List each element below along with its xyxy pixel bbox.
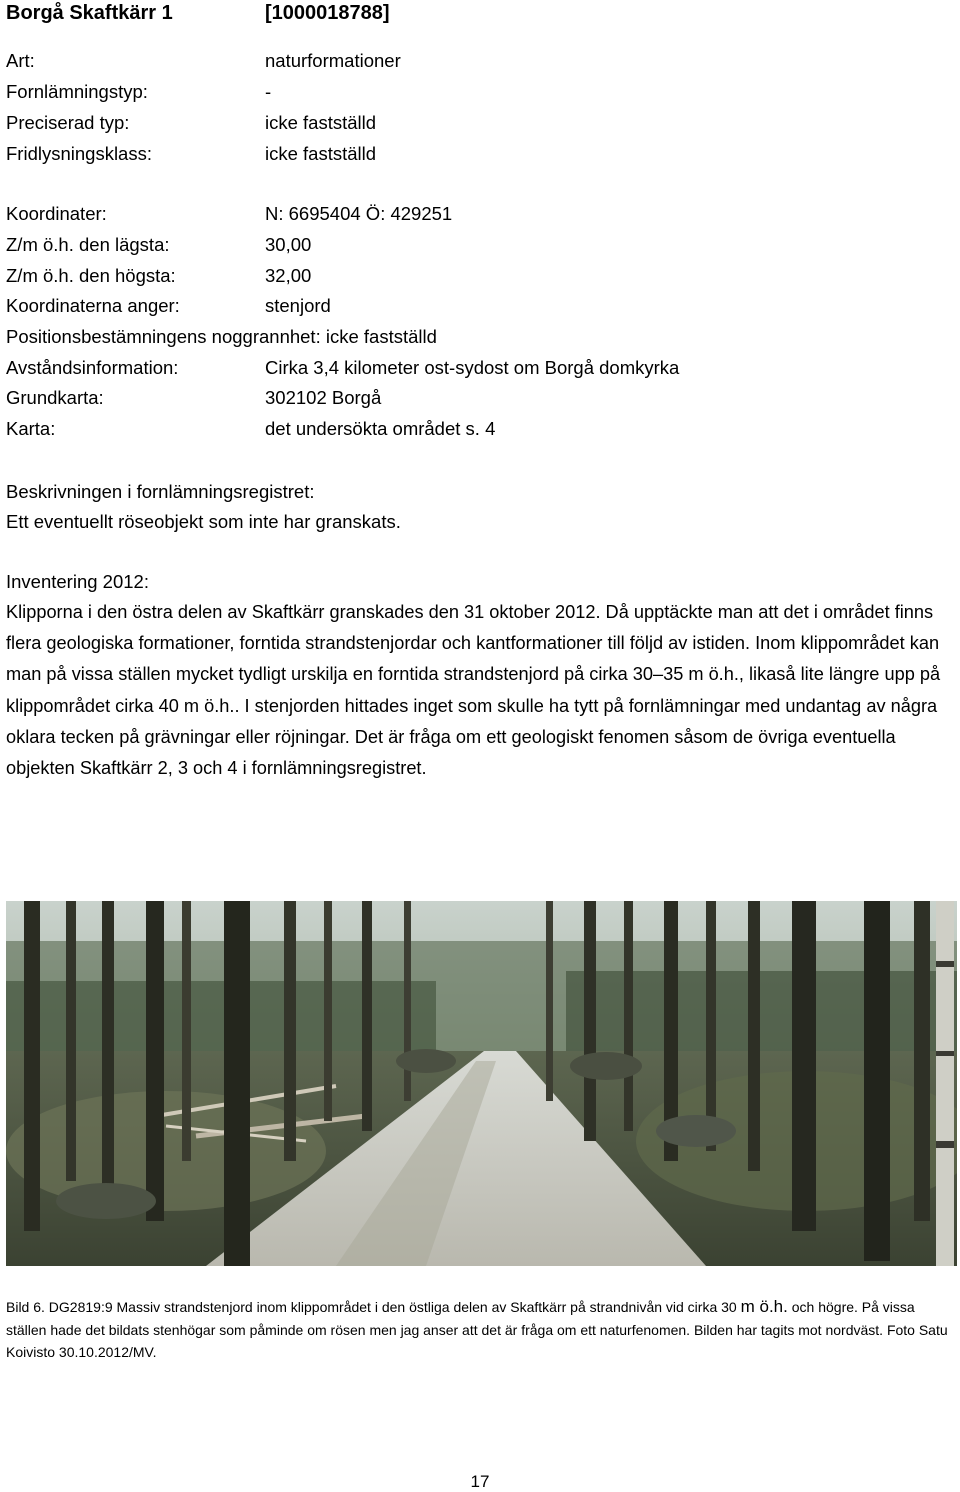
field-value: det undersökta området s. 4 xyxy=(265,418,496,439)
field-value: stenjord xyxy=(265,295,331,316)
field-value: N: 6695404 Ö: 429251 xyxy=(265,203,453,224)
field-label: Art: xyxy=(6,50,35,71)
field-label: Grundkarta: xyxy=(6,387,104,408)
inventory-text: Klipporna i den östra delen av Skaftkärr granskades den 31 oktober 2012. Då upptäckte man att det i området finns flera geologiska formationer, forntida strandstenjordar och kantformationer till följd av istiden. Inom klippområdet kan man på vissa ställen mycket tydligt urskilja en forntida strandstenjord på cirka 30‒35 m ö.h., likaså lite längre upp på klippområdet cirka 40 m ö.h.. I stenjorden hittades inget som skulle ha tytt på fornlämningar med undantag av några oklara tecken på grävningar eller röjningar. Det är fråga om ett geologiskt fenomen såsom de övriga eventuella objekten Skaftkärr 2, 3 och 4 i fornlämningsregistret. xyxy=(6,602,941,779)
photo-caption xyxy=(6,1296,956,1364)
field-label: Fridlysningsklass: xyxy=(6,143,152,164)
page-title: Borgå Skaftkärr 1 xyxy=(6,2,173,24)
field-value: icke fastställd xyxy=(265,112,377,133)
field-value: 302102 Borgå xyxy=(265,387,382,408)
field-label: Preciserad typ: xyxy=(6,112,130,133)
description-text: Ett eventuellt röseobjekt som inte har granskats. xyxy=(6,511,401,532)
field-label: Karta: xyxy=(6,418,56,439)
field-value: naturformationer xyxy=(265,50,401,71)
field-value: 30,00 xyxy=(265,234,312,255)
field-label: Z/m ö.h. den lägsta: xyxy=(6,234,170,255)
field-label: Koordinaterna anger: xyxy=(6,295,180,316)
register-id: [1000018788] xyxy=(265,2,390,24)
description-heading: Beskrivningen i fornlämningsregistret: xyxy=(6,481,315,502)
field-value: Cirka 3,4 kilometer ost-sydost om Borgå domkyrka xyxy=(265,357,680,378)
field-label: Fornlämningstyp: xyxy=(6,81,148,102)
caption-text-1: Bild 6. DG2819:9 Massiv strandstenjord inom klippområdet i den östliga delen av Skaftkärr på strandnivån vid cirka 30 xyxy=(6,1299,741,1315)
caption-text-big: m ö.h. xyxy=(740,1297,788,1316)
field-value: 32,00 xyxy=(265,265,312,286)
field-value: icke fastställd xyxy=(265,143,377,164)
precision-line: Positionsbestämningens noggrannhet: icke fastställd xyxy=(6,326,437,347)
page-number: 17 xyxy=(470,1472,490,1491)
field-value: - xyxy=(265,81,272,102)
forest-photo xyxy=(6,901,957,1266)
caption-text-2: och högre. På vissa ställen hade det bildats stenhögar som påminde om rösen men jag anser att det är fråga om ett naturfenomen. Bilden har tagits mot nordväst. Foto Satu Koivisto 30.10.2012/MV. xyxy=(6,1299,948,1360)
field-label: Z/m ö.h. den högsta: xyxy=(6,265,176,286)
inventory-heading: Inventering 2012: xyxy=(6,571,149,592)
field-label: Koordinater: xyxy=(6,203,107,224)
field-label: Avståndsinformation: xyxy=(6,357,179,378)
